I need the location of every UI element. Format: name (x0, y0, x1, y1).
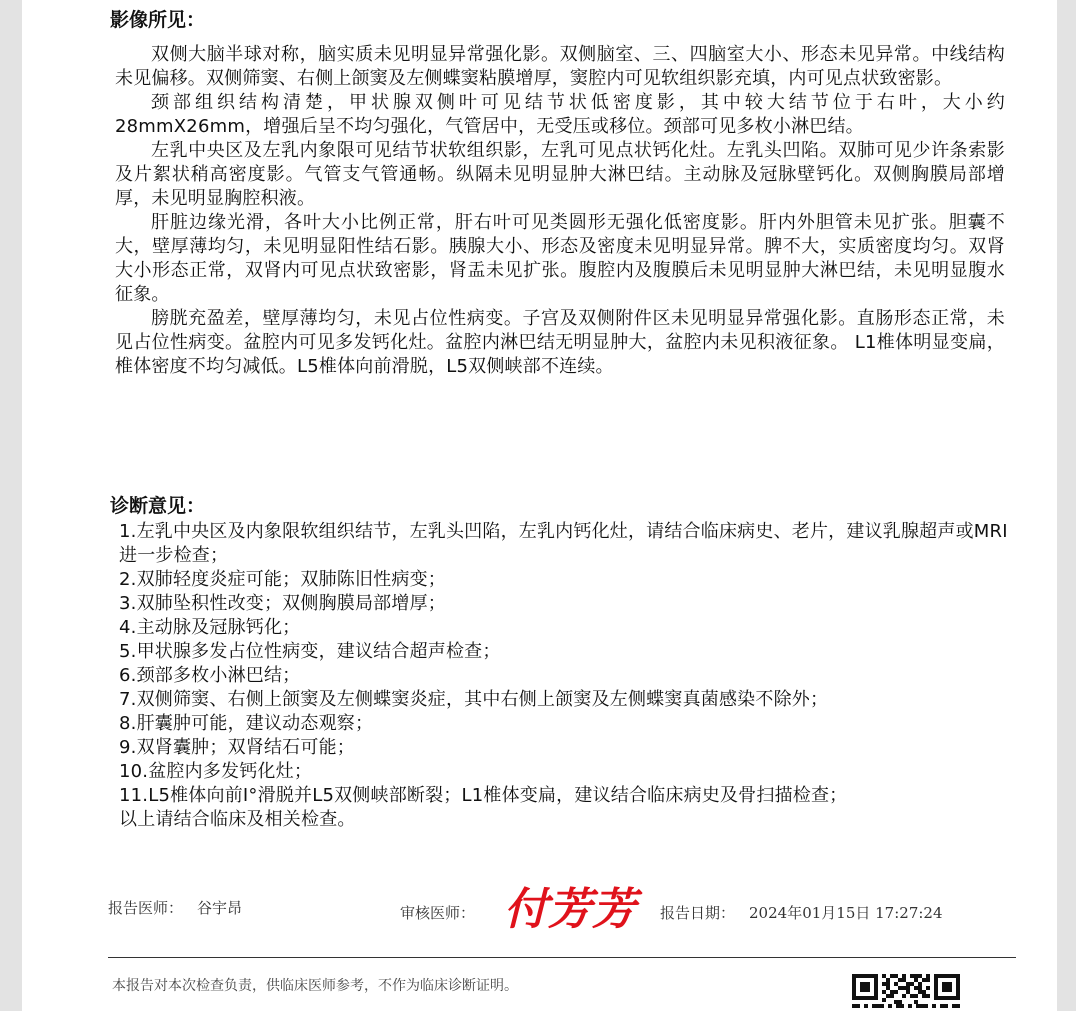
diagnosis-item: 11.L5椎体向前I°滑脱并L5双侧峡部断裂；L1椎体变扁，建议结合临床病史及骨扫描检查； (119, 785, 848, 806)
diagnosis-title: 诊断意见： (110, 495, 206, 517)
diagnosis-item: 3.双肺坠积性改变；双侧胸膜局部增厚； (119, 593, 446, 614)
report-page (22, 0, 1057, 1011)
report-date-field (660, 902, 943, 923)
findings-paragraph: 膀胱充盈差，壁厚薄均匀，未见占位性病变。子宫及双侧附件区未见明显异常强化影。直肠形态正常，未见占位性病变。盆腔内可见多发钙化灶。盆腔内淋巴结无明显肿大，盆腔内未见积液征象。 L1椎体明显变扁，椎体密度不均匀减低。L5椎体向前滑脱，L5双侧峡部不连续。 (115, 308, 1005, 377)
report-date-value: 2024年01月15日 17:27:24 (749, 904, 943, 922)
qr-code-icon (850, 972, 962, 1011)
diagnosis-item: 4.主动脉及冠脉钙化； (119, 617, 301, 638)
findings-section (115, 43, 1005, 484)
reporter-field (108, 897, 242, 918)
diagnosis-item: 5.甲状腺多发占位性病变，建议结合超声检查； (119, 641, 501, 662)
reporter-name: 谷宇昂 (197, 899, 243, 917)
diagnosis-item: 8.肝囊肿可能，建议动态观察； (119, 713, 374, 734)
diagnosis-list (119, 520, 1009, 832)
disclaimer-text: 本报告对本次检查负责，供临床医师参考，不作为临床诊断证明。 (112, 978, 518, 994)
diagnosis-closing-note: 以上请结合临床及相关检查。 (119, 809, 356, 830)
reviewer-signature: 付芳芳 (504, 884, 636, 935)
footer-divider (108, 957, 1016, 958)
findings-paragraph: 颈部组织结构清楚，甲状腺双侧叶可见结节状低密度影，其中较大结节位于右叶，大小约28mmX26mm，增强后呈不均匀强化，气管居中，无受压或移位。颈部可见多枚小淋巴结。 (115, 92, 1005, 137)
reviewer-label: 审核医师： (400, 904, 476, 922)
findings-paragraph: 肝脏边缘光滑，各叶大小比例正常，肝右叶可见类圆形无强化低密度影。肝内外胆管未见扩张。胆囊不大，壁厚薄均匀，未见明显阳性结石影。胰腺大小、形态及密度未见明显异常。脾不大，实质密度均匀。双肾大小形态正常，双肾内可见点状致密影，肾盂未见扩张。腹腔内及腹膜后未见明显肿大淋巴结，未见明显腹水征象。 (115, 212, 1005, 305)
diagnosis-item: 9.双肾囊肿；双肾结石可能； (119, 737, 355, 758)
diagnosis-item: 2.双肺轻度炎症可能；双肺陈旧性病变； (119, 569, 446, 590)
findings-title: 影像所见： (110, 9, 206, 31)
reviewer-signature-image (502, 872, 636, 942)
findings-paragraph: 左乳中央区及左乳内象限可见结节状软组织影，左乳可见点状钙化灶。左乳头凹陷。双肺可见少许条索影及片絮状稍高密度影。气管支气管通畅。纵隔未见明显肿大淋巴结。主动脉及冠脉壁钙化。双侧胸膜局部增厚，未见明显胸腔积液。 (115, 140, 1005, 209)
findings-paragraph: 双侧大脑半球对称，脑实质未见明显异常强化影。双侧脑室、三、四脑室大小、形态未见异常。中线结构未见偏移。双侧筛窦、右侧上颌窦及左侧蝶窦粘膜增厚，窦腔内可见软组织影充填，内可见点状致密影。 (115, 44, 1005, 89)
diagnosis-item: 1.左乳中央区及内象限软组织结节，左乳头凹陷，左乳内钙化灶，请结合临床病史、老片，建议乳腺超声或MRI进一步检查； (119, 521, 1008, 566)
report-date-label: 报告日期： (660, 904, 736, 922)
diagnosis-item: 7.双侧筛窦、右侧上颌窦及左侧蝶窦炎症，其中右侧上颌窦及左侧蝶窦真菌感染不除外； (119, 689, 829, 710)
diagnosis-item: 6.颈部多枚小淋巴结； (119, 665, 301, 686)
reporter-label: 报告医师： (108, 899, 184, 917)
diagnosis-item: 10.盆腔内多发钙化灶； (119, 761, 313, 782)
reviewer-field (400, 902, 489, 923)
